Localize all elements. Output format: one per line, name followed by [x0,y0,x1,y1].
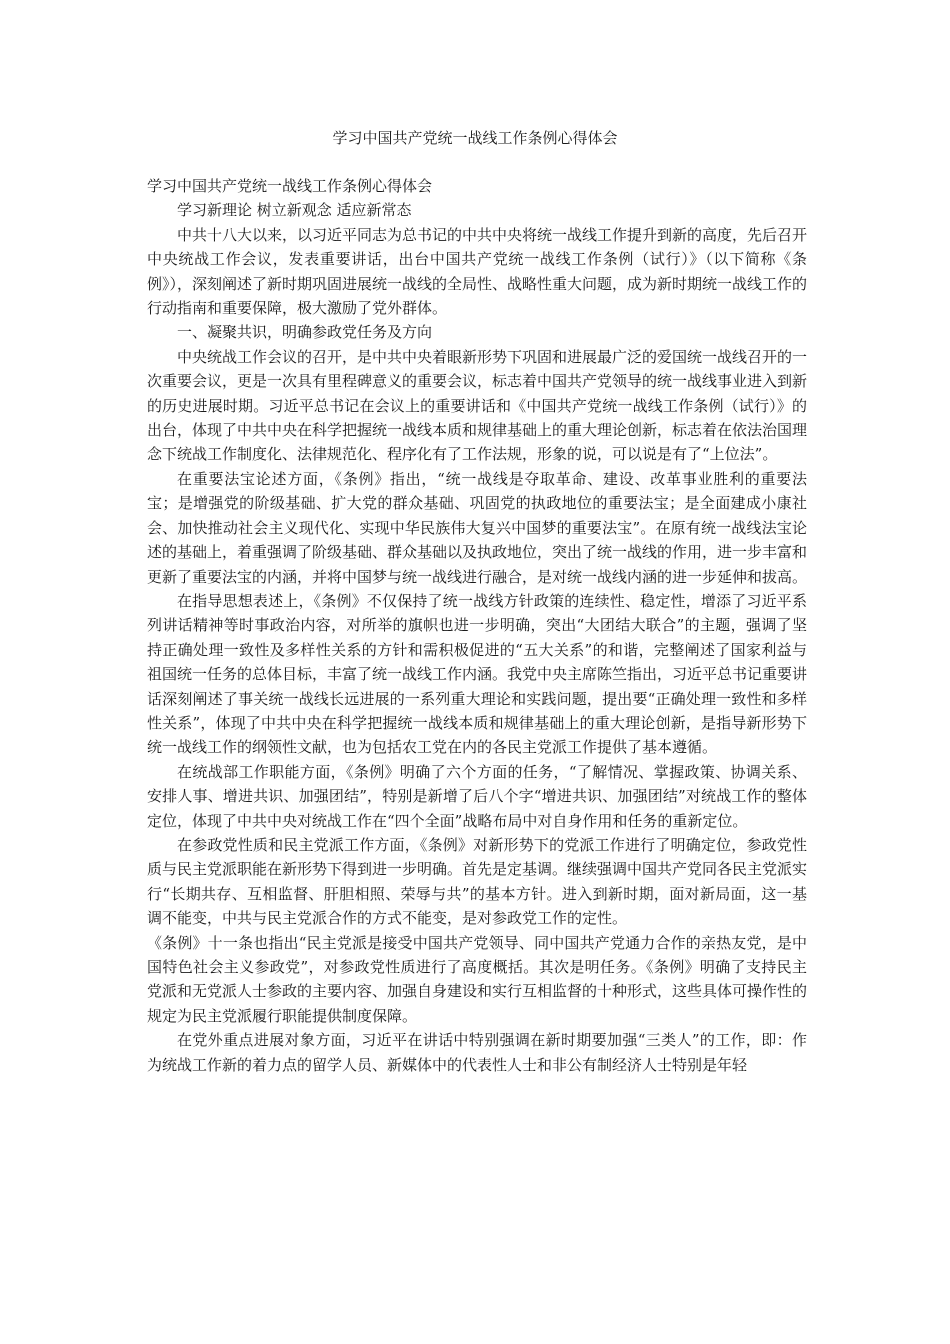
paragraph: 在党外重点进展对象方面，习近平在讲话中特别强调在新时期要加强“三类人”的工作，即：作为统战工作新的着力点的留学人员、新媒体中的代表性人士和非公有制经济人士特别是年轻 [147,1031,807,1074]
paragraph: 中央统战工作会议的召开，是中共中央着眼新形势下巩固和进展最广泛的爱国统一战线召开的一次重要会议，更是一次具有里程碑意义的重要会议，标志着中国共产党领导的统一战线事业进入到新的历史进展时期。习近平总书记在会议上的重要讲话和《中国共产党统一战线工作条例（试行）》的出台，体现了中共中央在科学把握统一战线本质和规律基础上的重大理论创新，标志着在依法治国理念下统战工作制度化、法律规范化、程序化有了工作法规，形象的说，可以说是有了“上位法”。 [147,347,808,464]
theme-line: 学习新理论 树立新观念 适应新常态 [177,201,412,220]
paragraph: 在指导思想表述上，《条例》不仅保持了统一战线方针政策的连续性、稳定性，增添了习近平系列讲话精神等时事政治内容，对所举的旗帜也进一步明确，突出“大团结大联合”的主题，强调了坚持正确处理一致性及多样性关系的方针和需积极促进的“五大关系”的和谐，完整阐述了国家利益与祖国统一任务的总体目标，丰富了统一战线工作内涵。我党中央主席陈竺指出，习近平总书记重要讲话深刻阐述了事关统一战线长远进展的一系列重大理论和实践问题，提出要“正确处理一致性和多样性关系”，体现了中共中央在科学把握统一战线本质和规律基础上的重大理论创新，是指导新形势下统一战线工作的纲领性文献，也为包括农工党在内的各民主党派工作提供了基本遵循。 [147,591,808,757]
document-body [147,174,807,1077]
paragraph: 在参政党性质和民主党派工作方面，《条例》对新形势下的党派工作进行了明确定位，参政党性质与民主党派职能在新形势下得到进一步明确。首先是定基调。继续强调中国共产党同各民主党派实行“长期共存、互相监督、肝胆相照、荣辱与共”的基本方针。进入到新时期，面对新局面，这一基调不能变，中共与民主党派合作的方式不能变，是对参政党工作的定性。 [147,835,808,928]
paragraph: 中共十八大以来，以习近平同志为总书记的中共中央将统一战线工作提升到新的高度，先后召开中央统战工作会议，发表重要讲话，出台中国共产党统一战线工作条例（试行）》（以下简称《条例》），深刻阐述了新时期巩固进展统一战线的全局性、战略性重大问题，成为新时期统一战线工作的行动指南和重要保障，极大激励了党外群体。 [147,225,808,318]
document-title: 学习中国共产党统一战线工作条例心得体会 [332,129,618,147]
paragraph: 在重要法宝论述方面，《条例》指出，“统一战线是夺取革命、建设、改革事业胜利的重要法宝；是增强党的阶级基础、扩大党的群众基础、巩固党的执政地位的重要法宝；是全面建成小康社会、加快推动社会主义现代化、实现中华民族伟大复兴中国梦的重要法宝”。在原有统一战线法宝论述的基础上，着重强调了阶级基础、群众基础以及执政地位，突出了统一战线的作用，进一步丰富和更新了重要法宝的内涵，并将中国梦与统一战线进行融合，是对统一战线内涵的进一步延伸和拔高。 [147,469,808,586]
document-subtitle: 学习中国共产党统一战线工作条例心得体会 [147,177,433,195]
paragraph: 在统战部工作职能方面，《条例》明确了六个方面的任务，“了解情况、掌握政策、协调关系、安排人事、增进共识、加强团结”，特别是新增了后八个字“增进共识、加强团结”对统战工作的整体定位，体现了中共中央对统战工作在“四个全面”战略布局中对自身作用和任务的重新定位。 [147,762,807,830]
paragraph: 《条例》十一条也指出“民主党派是接受中国共产党领导、同中国共产党通力合作的亲热友党，是中国特色社会主义参政党”，对参政党性质进行了高度概括。其次是明任务。《条例》明确了支持民主党派和无党派人士参政的主要内容、加强自身建设和实行互相监督的十种形式，这些具体可操作性的规定为民主党派履行职能提供制度保障。 [147,933,808,1025]
section-heading: 一、凝聚共识，明确参政党任务及方向 [177,323,433,342]
